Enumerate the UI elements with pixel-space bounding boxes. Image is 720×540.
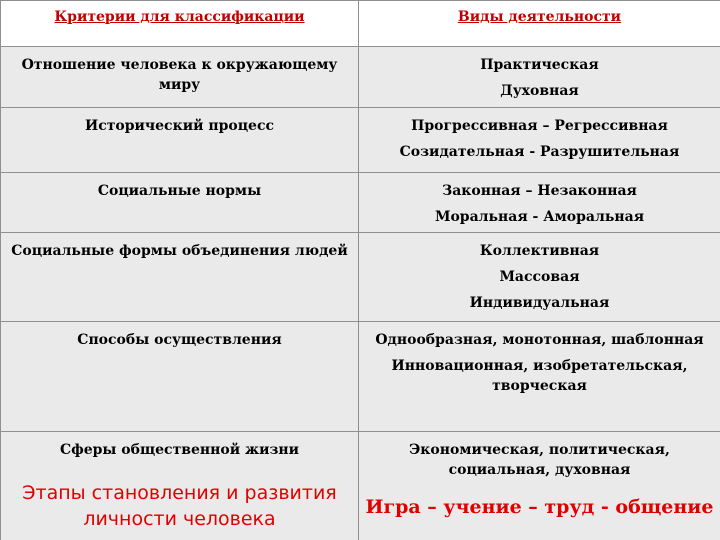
criterion-cell — [1, 108, 359, 173]
footer-stages-text: Этапы становления и развития личности человека — [22, 482, 337, 530]
criterion-cell — [1, 233, 359, 322]
table-row — [1, 47, 720, 108]
table-row — [1, 108, 720, 173]
header-cell-types — [359, 1, 720, 47]
table-header-row — [1, 1, 720, 47]
table-row — [1, 432, 720, 540]
header-cell-criteria — [1, 1, 359, 47]
criterion-text: Социальные нормы — [97, 183, 262, 199]
types-cell — [359, 47, 720, 108]
type-text: Созидательная - Разрушительная — [399, 144, 680, 160]
table-row — [1, 233, 720, 322]
type-text: Законная – Незаконная — [442, 183, 637, 199]
criterion-cell — [1, 432, 359, 540]
types-cell — [359, 322, 720, 432]
table-row — [1, 322, 720, 432]
types-cell — [359, 432, 720, 540]
criterion-cell — [1, 173, 359, 233]
type-text: Практическая — [480, 57, 599, 73]
header-criteria-text: Критерии для классификации — [54, 9, 305, 25]
table-row — [1, 173, 720, 233]
type-text: Коллективная — [479, 243, 600, 259]
type-text: Индивидуальная — [469, 295, 610, 311]
types-cell — [359, 108, 720, 173]
header-types-text: Виды деятельности — [457, 9, 622, 25]
criterion-text: Социальные формы объединения людей — [11, 243, 348, 259]
types-cell — [359, 173, 720, 233]
criterion-text: Исторический процесс — [84, 118, 275, 134]
types-cell — [359, 233, 720, 322]
footer-activities-text: Игра – учение – труд - общение — [365, 496, 714, 518]
criterion-cell — [1, 322, 359, 432]
criterion-text: Отношение человека к окружающему миру — [21, 57, 338, 93]
type-text: Инновационная, изобретательская, творческая — [391, 358, 688, 394]
type-text: Моральная - Аморальная — [434, 209, 645, 225]
criterion-text: Сферы общественной жизни — [59, 442, 300, 458]
type-text: Духовная — [500, 83, 579, 99]
type-text: Прогрессивная – Регрессивная — [411, 118, 668, 134]
criterion-cell — [1, 47, 359, 108]
type-text: Экономическая, политическая, социальная, духовная — [409, 442, 670, 478]
type-text: Однообразная, монотонная, шаблонная — [375, 332, 704, 348]
type-text: Массовая — [499, 269, 580, 285]
criterion-text: Способы осуществления — [77, 332, 282, 348]
